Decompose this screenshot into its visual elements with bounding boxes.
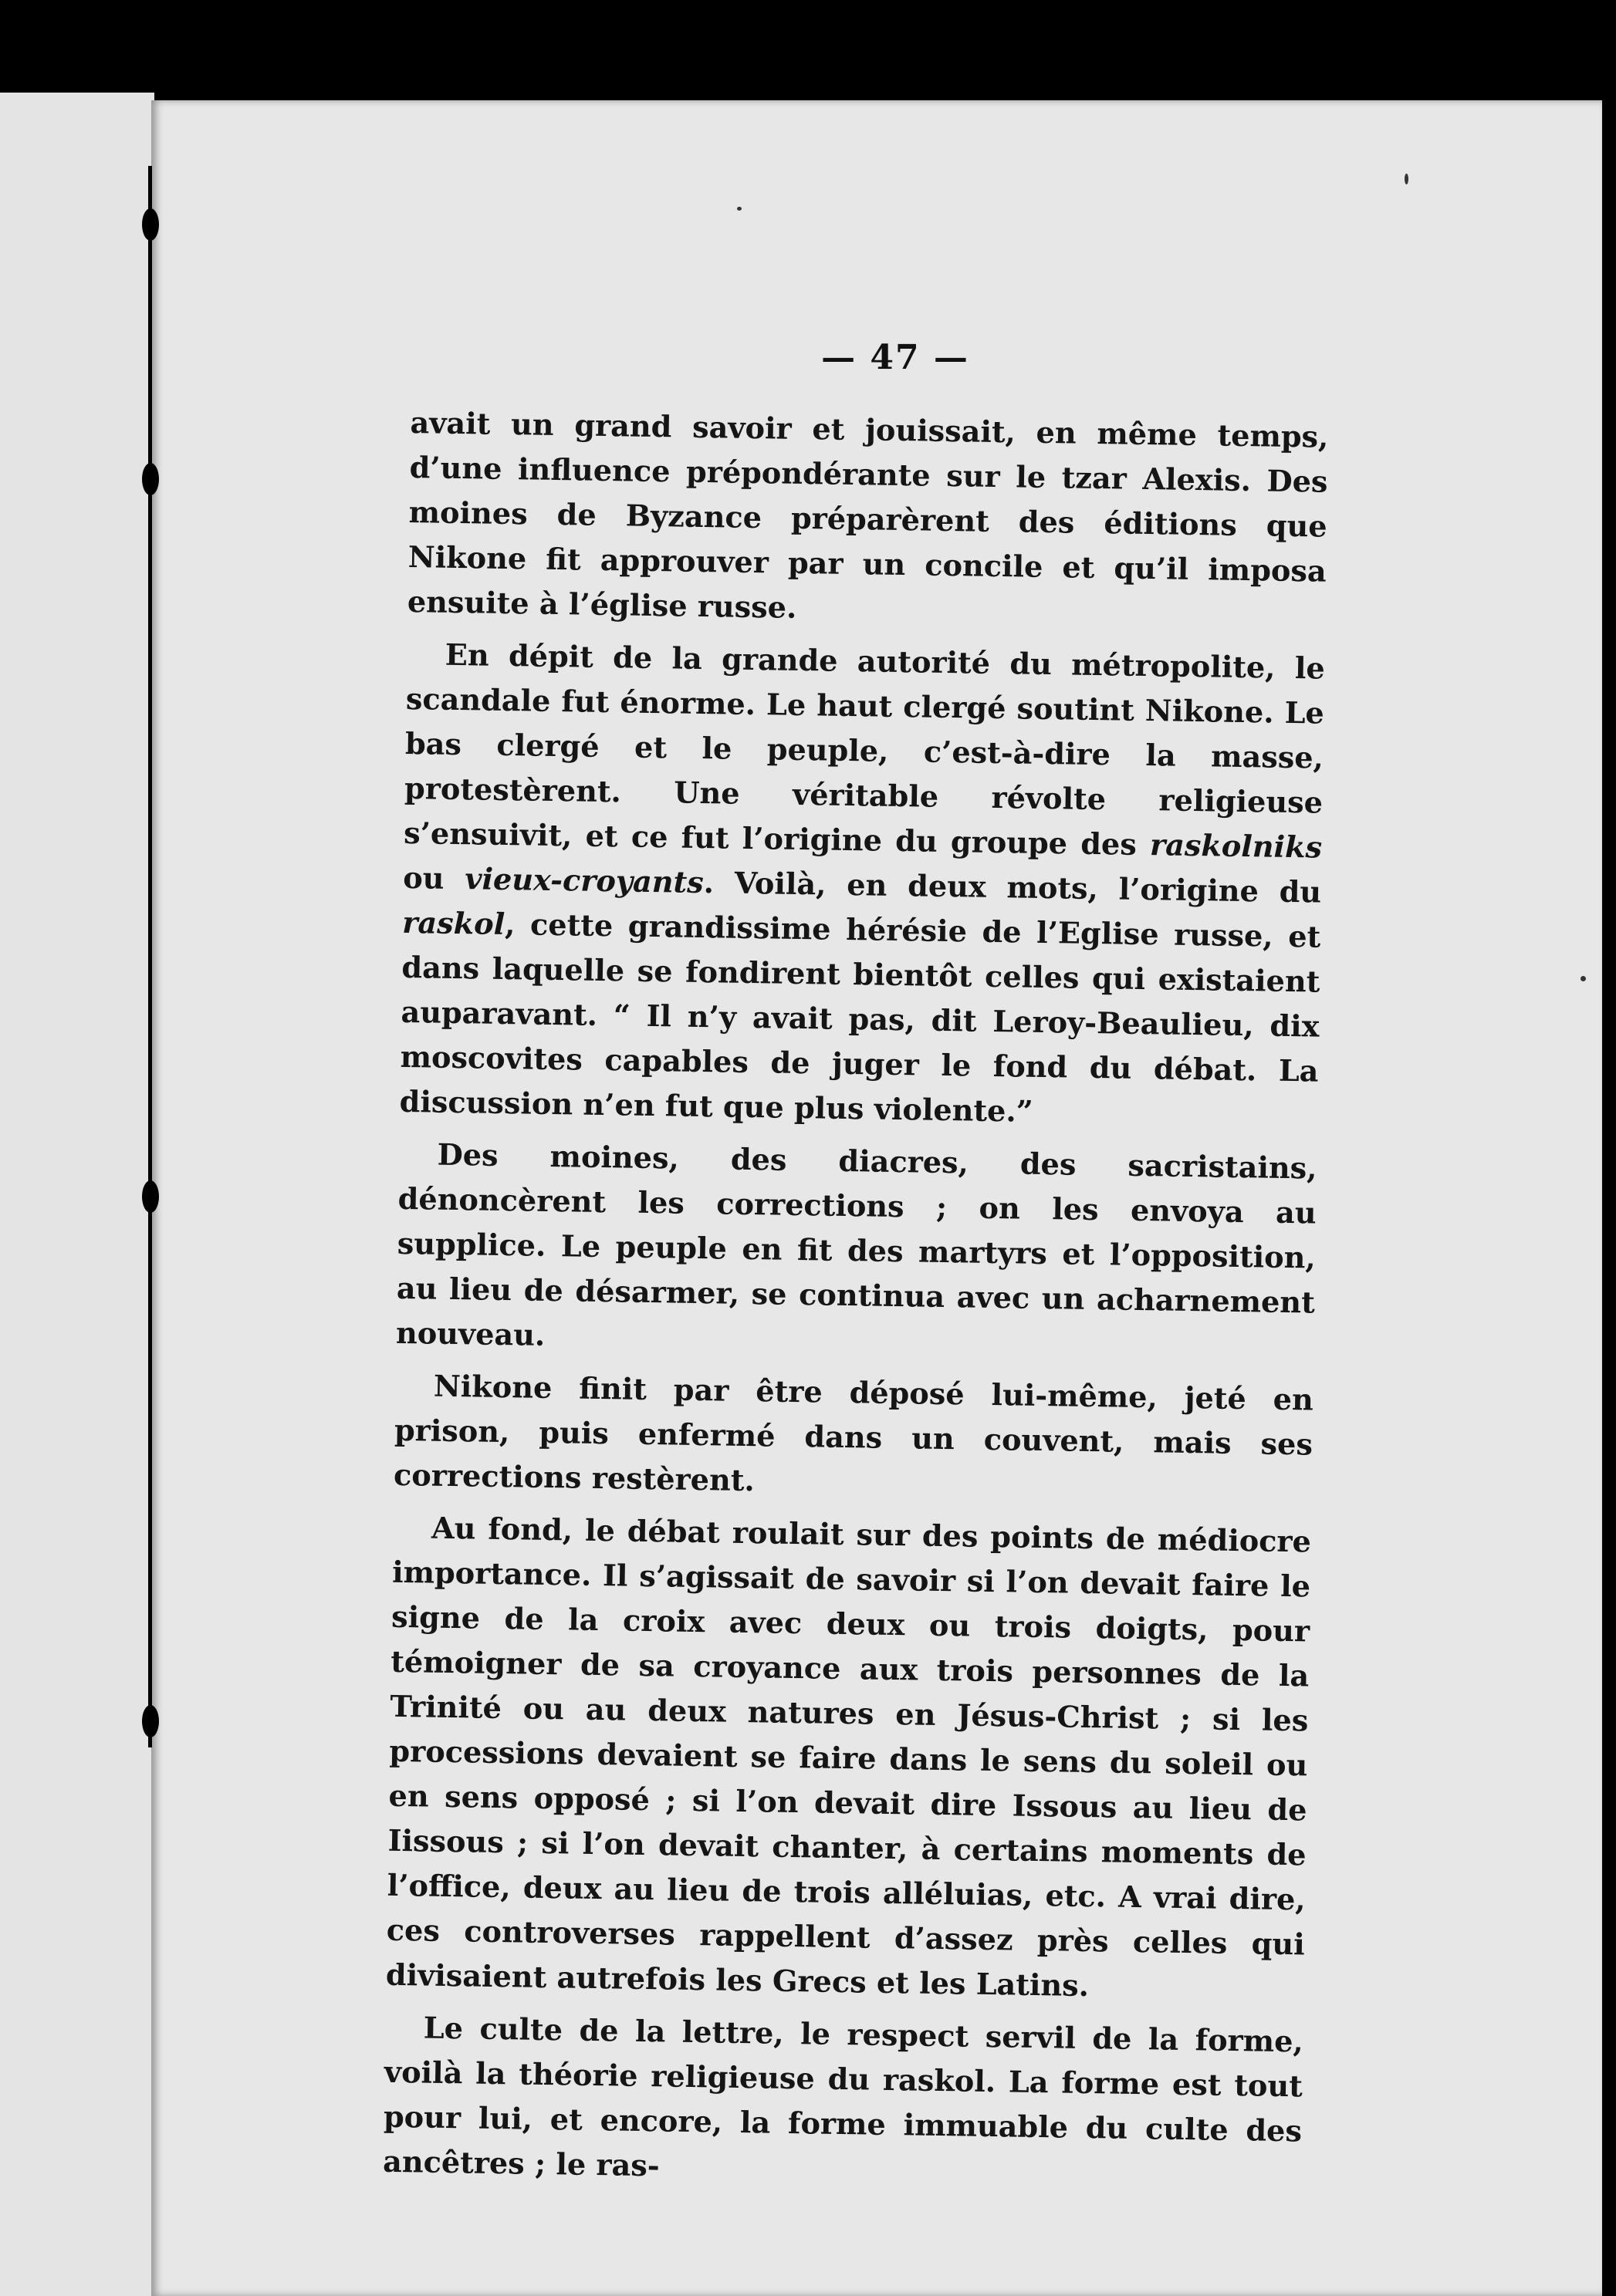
text-run: ou xyxy=(402,860,465,897)
text-run: Des moines, des diacres, des sacristains, dénoncèrent les corrections ; on les envoya au supplice. Le peuple en fit des martyrs et l’opposition, au lieu de désarmer, se continua avec un acharnement nouveau. xyxy=(395,1137,1317,1353)
text-run: Au fond, le débat roulait sur des points de médiocre importance. Il s’agissait de savoir si l’on devait faire le signe de la croix avec deux ou trois doigts, pour témoigner de sa croyance aux trois personnes de la Trinité ou au deux natures en Jésus-Christ ; si les processions devaient se faire dans le sens du soleil ou en sens opposé ; si l’on devait dire Issous au lieu de Iissous ; si l’on devait chanter, à certains moments de l’office, deux au lieu de trois alléluias, etc. A vrai dire, ces controverses rappellent d’assez près celles qui divisaient autrefois les Grecs et les Latins. xyxy=(385,1511,1312,2004)
text-run: Nikone finit par être déposé lui-même, jeté en prison, puis enfermé dans un couvent, mais ses corrections restèrent. xyxy=(393,1369,1314,1499)
text-run: , cette grandissime hérésie de l’Eglise russe, et dans laquelle se fondirent bientôt celles qui existaient auparavant. “ Il n’y avait pas, dit Leroy-Beaulieu, dix moscovites capables de juger le fond du débat. La discussion n’en fut que plus violente.” xyxy=(399,907,1321,1129)
paragraph xyxy=(407,401,1328,640)
text-run: En dépit de la grande autorité du métropolite, le scandale fut énorme. Le haut clergé soutint Nikone. Le bas clergé et le peuple, c’est-à-dire la masse, protestèrent. Une véritable révolte religieuse s’ensuivit, et ce fut l’origine du groupe des xyxy=(403,637,1326,863)
paragraph xyxy=(399,633,1325,1140)
italic-term: vieux-croyants xyxy=(464,862,705,901)
paper-speck xyxy=(737,207,742,211)
previous-page-edge xyxy=(0,93,154,2296)
paper-speck xyxy=(1581,976,1586,981)
paragraph xyxy=(383,2006,1303,2200)
paragraph xyxy=(394,1364,1314,1513)
text-run: avait un grand savoir et jouissait, en même temps, d’une influence prépondérante sur le tzar Alexis. Des moines de Byzance préparèrent des éditions que Nikone fit approuver par un concile et qu’il imposa ensuite à l’église russe. xyxy=(407,405,1329,626)
binding-thread xyxy=(148,166,152,1747)
paragraph xyxy=(396,1133,1317,1371)
text-run: . Voilà, en deux mots, l’origine du xyxy=(703,866,1322,910)
binding-stitch xyxy=(142,208,159,241)
binding-stitch xyxy=(142,1180,159,1213)
page-number: — 47 — xyxy=(821,338,969,377)
page-body-text xyxy=(383,401,1329,2207)
paragraph xyxy=(385,1506,1311,2013)
paper-speck xyxy=(1405,174,1408,184)
binding-stitch xyxy=(142,1705,159,1737)
text-run: Le culte de la lettre, le respect servil de la forme, voilà la théorie religieuse du raskol. La forme est tout pour lui, et encore, la forme immuable du culte des ancêtres ; le ras- xyxy=(382,2011,1304,2184)
italic-term: raskolniks xyxy=(1149,828,1323,866)
italic-term: raskol xyxy=(402,905,505,942)
binding-stitch xyxy=(142,463,159,495)
